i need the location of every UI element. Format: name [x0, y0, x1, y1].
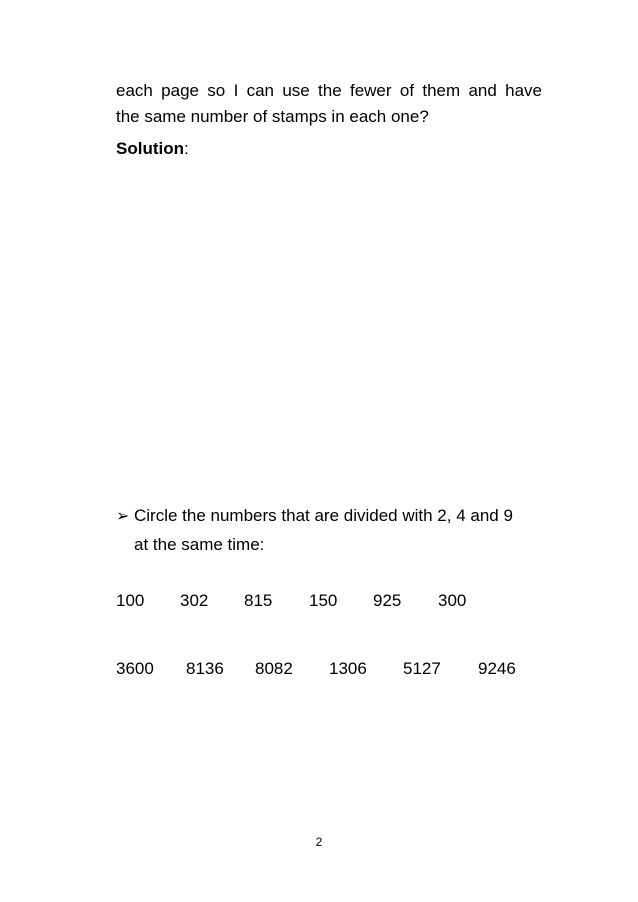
task-line-1: Circle the numbers that are divided with 2, 4 and 9 [134, 506, 513, 525]
number-item[interactable]: 100 [116, 591, 145, 610]
task-instruction [116, 502, 556, 559]
number-item[interactable]: 3600 [116, 659, 154, 678]
number-item[interactable]: 8082 [255, 659, 293, 678]
solution-heading [116, 136, 542, 162]
problem-text-line-2 [116, 104, 542, 130]
problem-text-content: the same number of stamps in each one? [116, 107, 429, 126]
solution-colon: : [183, 139, 189, 158]
number-item[interactable]: 9246 [478, 659, 516, 678]
problem-text-line-1 [116, 78, 542, 104]
number-item[interactable]: 815 [244, 591, 273, 610]
number-item[interactable]: 302 [180, 591, 209, 610]
task-line-2: at the same time: [134, 535, 265, 554]
problem-text-content: each page so I can use the fewer of them and have [116, 81, 542, 100]
number-item[interactable]: 1306 [329, 659, 367, 678]
page-number: 2 [315, 835, 323, 849]
number-item[interactable]: 8136 [186, 659, 224, 678]
number-item[interactable]: 5127 [403, 659, 441, 678]
arrow-bullet-icon: ➢ [116, 508, 130, 525]
number-item[interactable]: 150 [309, 591, 338, 610]
solution-label: Solution [116, 139, 184, 158]
number-item[interactable]: 925 [373, 591, 402, 610]
number-item[interactable]: 300 [438, 591, 467, 610]
